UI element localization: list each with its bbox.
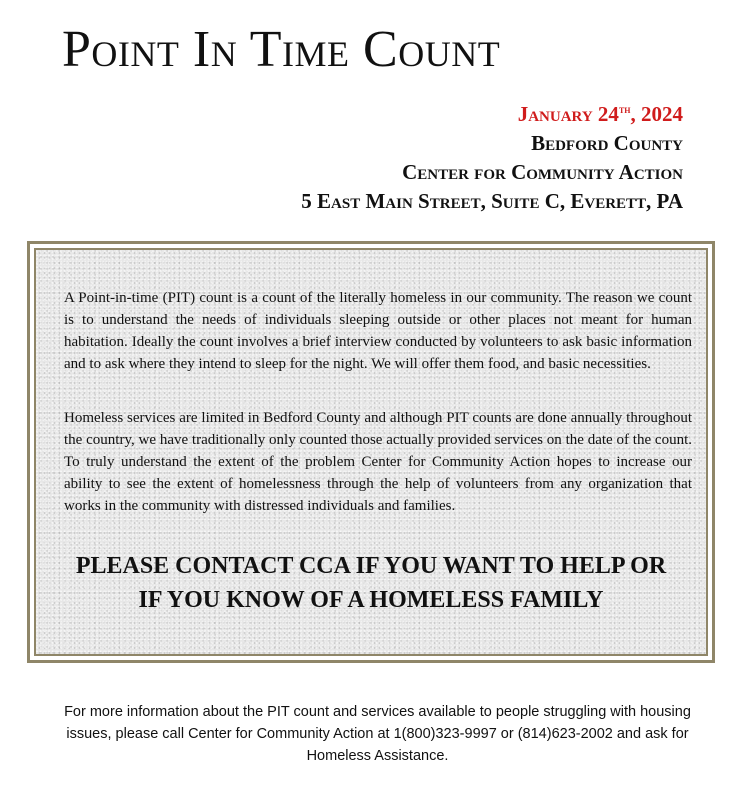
info-box-frame bbox=[27, 241, 715, 663]
organization-name: Center for Community Action bbox=[402, 160, 683, 184]
info-paragraph-1: A Point-in-time (PIT) count is a count of the literally homeless in our community. The reason we count is to understand the needs of individuals sleeping outside or other places not meant for human habitation. Ideally the count involves a brief interview conducted by volunteers to ask basic information and to ask where they intend to sleep for the night. We will offer them food, and basic necessities. bbox=[64, 290, 692, 372]
footer-contact-info: For more information about the PIT count and services available to people struggling with housing issues, please call Center for Community Action at 1(800)323-9997 or (814)623-2002 and ask for Homeless Assistance. bbox=[64, 704, 691, 764]
county-name: Bedford County bbox=[531, 131, 683, 155]
contact-callout-line-1: PLEASE CONTACT CCA IF YOU WANT TO HELP OR bbox=[75, 553, 667, 579]
info-paragraph-2: Homeless services are limited in Bedford County and although PIT counts are done annually throughout the country, we have traditionally only counted those actually provided services on the date of the count. To truly understand the extent of the problem Center for Community Action hopes to increase our ability to see the extent of homelessness through the help of volunteers from any organization that works in the community with distressed individuals and families. bbox=[64, 410, 692, 514]
contact-callout-line-2: IF YOU KNOW OF A HOMELESS FAMILY bbox=[138, 587, 604, 613]
contact-callout bbox=[46, 549, 696, 617]
event-date bbox=[301, 100, 683, 129]
page-title: Point In Time Count bbox=[62, 21, 501, 78]
event-date-suffix: th bbox=[618, 102, 631, 116]
event-date-year: , 2024 bbox=[630, 102, 683, 126]
info-box bbox=[34, 248, 708, 656]
organization-address: 5 East Main Street, Suite C, Everett, PA bbox=[301, 189, 683, 213]
event-details bbox=[301, 100, 683, 216]
event-date-main: January 24 bbox=[517, 102, 619, 126]
